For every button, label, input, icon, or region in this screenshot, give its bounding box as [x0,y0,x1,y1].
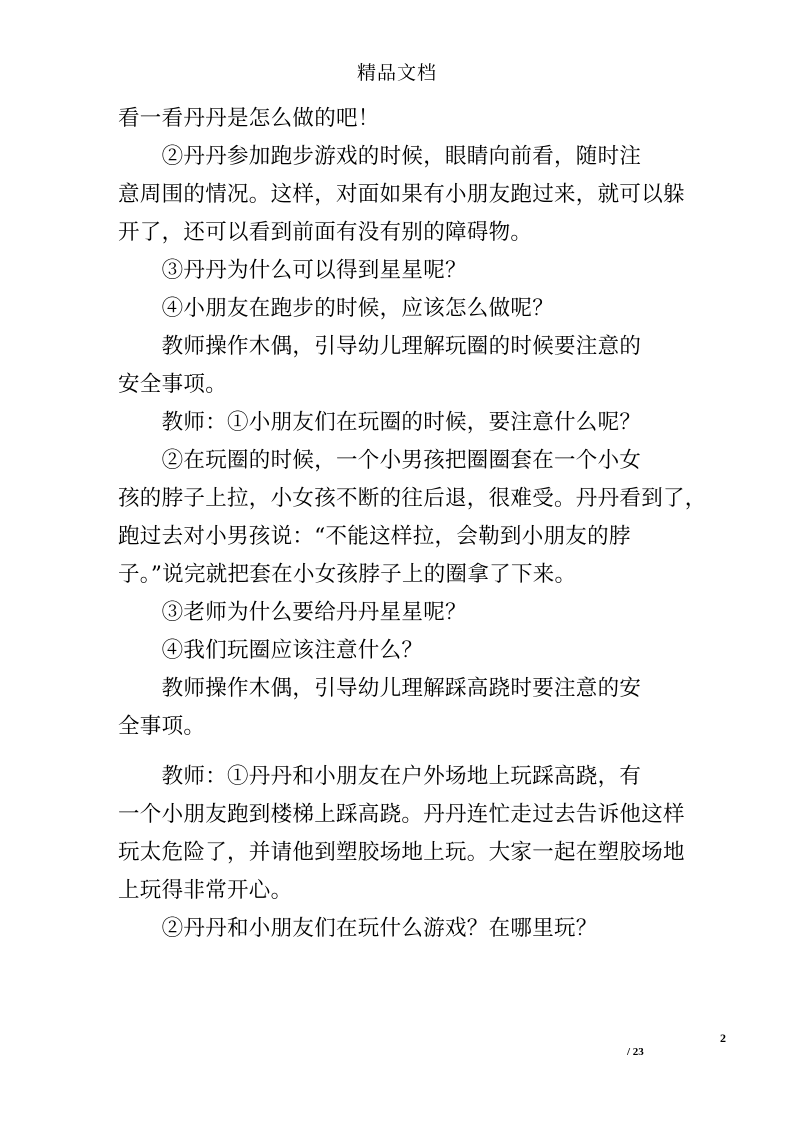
page-header-title: 精品文档 [356,62,437,84]
body-line: 全事项。 [118,714,206,739]
body-line: ②丹丹参加跑步游戏的时候，眼睛向前看，随时注 [118,144,642,169]
body-line: 玩太危险了，并请他到塑胶场地上玩。大家一起在塑胶场地 [118,840,685,865]
body-line: 子。”说完就把套在小女孩脖子上的圈拿了下来。 [118,562,577,587]
body-line: ②丹丹和小朋友们在玩什么游戏？在哪里玩？ [118,916,598,941]
body-line: ②在玩圈的时候，一个小男孩把圈圈套在一个小女 [118,448,642,473]
page-total: / 23 [627,1046,644,1058]
body-line: 意周围的情况。这样，对面如果有小朋友跑过来，就可以躲 [118,182,685,207]
body-line: 教师操作木偶，引导幼儿理解玩圈的时候要注意的 [118,334,642,359]
body-line: 教师：①丹丹和小朋友在户外场地上玩踩高跷，有 [118,764,642,789]
body-line: 开了，还可以看到前面有没有别的障碍物。 [118,220,533,245]
body-line: 一个小朋友跑到楼梯上踩高跷。丹丹连忙走过去告诉他这样 [118,802,685,827]
body-line: ③丹丹为什么可以得到星星呢？ [118,258,467,283]
body-line: 教师：①小朋友们在玩圈的时候，要注意什么呢？ [118,410,642,435]
page-number: 2 [720,1031,726,1045]
body-line: 孩的脖子上拉，小女孩不断的往后退，很难受。丹丹看到了， [118,486,707,511]
body-line: ④小朋友在跑步的时候，应该怎么做呢？ [118,296,555,321]
body-line: 上玩得非常开心。 [118,878,293,903]
body-line: ③老师为什么要给丹丹星星呢？ [118,600,467,625]
document-body [118,100,707,948]
body-line: ④我们玩圈应该注意什么？ [118,638,424,663]
body-line: 安全事项。 [118,372,228,397]
body-line: 教师操作木偶，引导幼儿理解踩高跷时要注意的安 [118,676,642,701]
body-line: 跑过去对小男孩说：“不能这样拉，会勒到小朋友的脖 [118,524,631,549]
body-line: 看一看丹丹是怎么做的吧！ [118,106,380,131]
